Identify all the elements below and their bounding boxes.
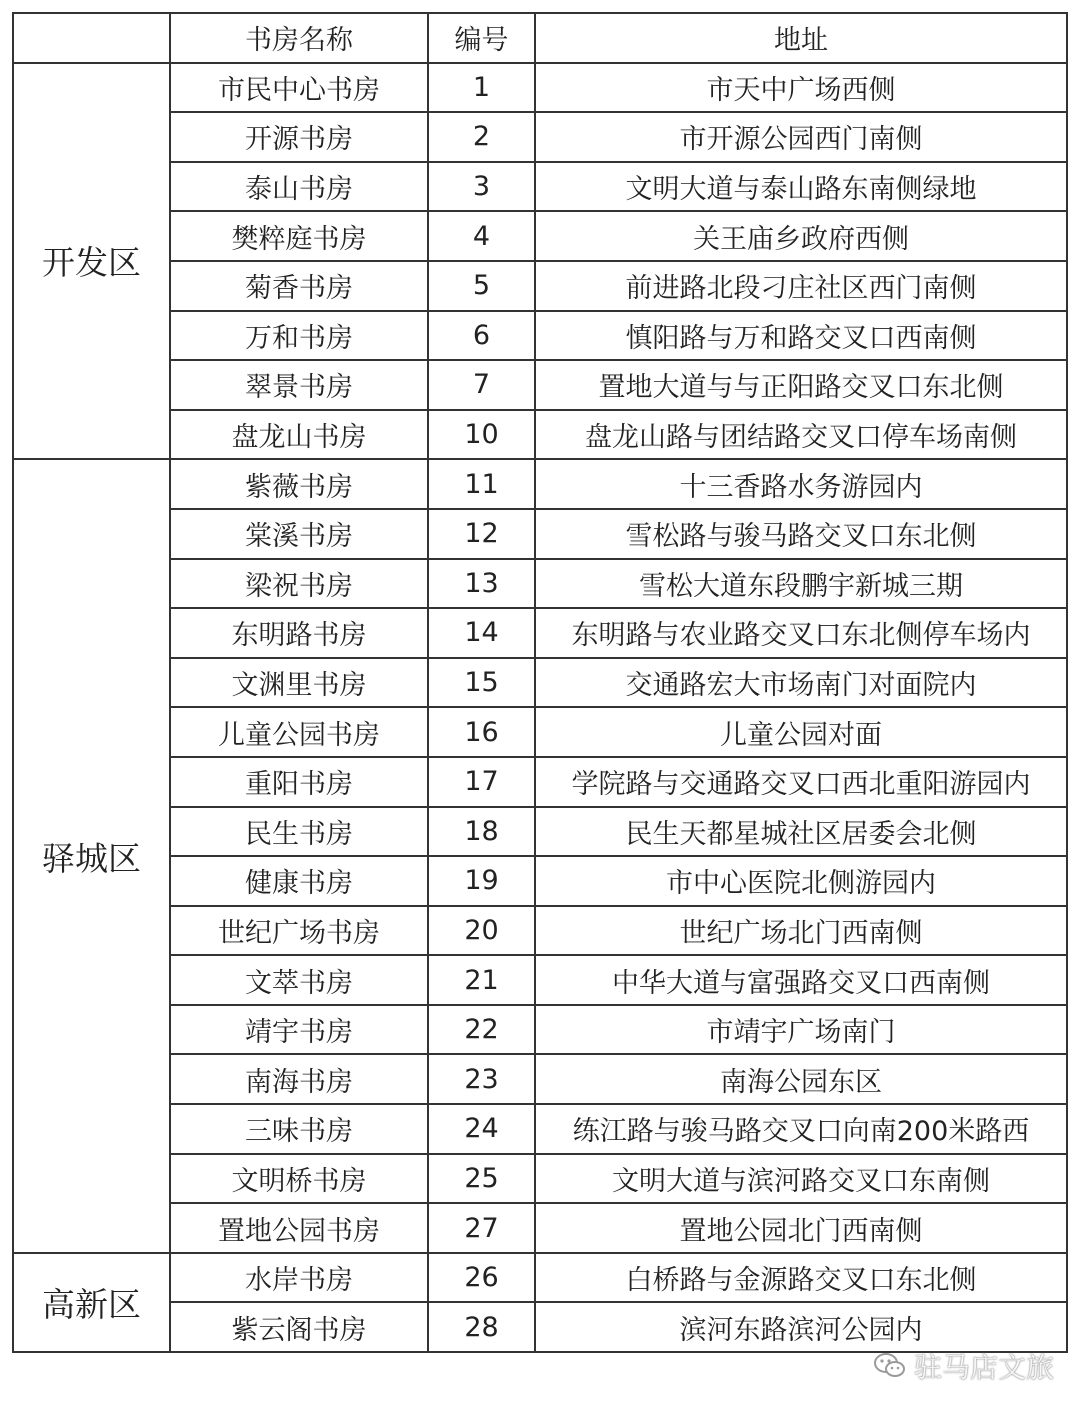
table-row: [13, 559, 1067, 609]
number-cell: 11: [428, 459, 535, 509]
number-cell: 23: [428, 1054, 535, 1104]
table-row: [13, 955, 1067, 1005]
name-cell: 樊粹庭书房: [170, 211, 428, 261]
address-cell: 民生天都星城社区居委会北侧: [535, 807, 1067, 857]
address-cell: 文明大道与泰山路东南侧绿地: [535, 162, 1067, 212]
table-row: [13, 856, 1067, 906]
name-cell: 世纪广场书房: [170, 906, 428, 956]
address-cell: 儿童公园对面: [535, 707, 1067, 757]
name-cell: 棠溪书房: [170, 509, 428, 559]
name-cell: 盘龙山书房: [170, 410, 428, 460]
address-cell: 文明大道与滨河路交叉口东南侧: [535, 1154, 1067, 1204]
name-cell: 三味书房: [170, 1104, 428, 1154]
name-cell: 置地公园书房: [170, 1203, 428, 1253]
address-cell: 雪松大道东段鹏宇新城三期: [535, 559, 1067, 609]
header-row: [13, 13, 1067, 63]
name-cell: 泰山书房: [170, 162, 428, 212]
wechat-icon: [872, 1348, 908, 1384]
table-row: [13, 1154, 1067, 1204]
bookstore-table: [12, 12, 1068, 1353]
name-cell: 重阳书房: [170, 757, 428, 807]
number-cell: 21: [428, 955, 535, 1005]
address-cell: 交通路宏大市场南门对面院内: [535, 658, 1067, 708]
number-cell: 18: [428, 807, 535, 857]
watermark-text: 驻马店文旅: [914, 1351, 1055, 1384]
table-row: [13, 1054, 1067, 1104]
number-cell: 6: [428, 311, 535, 361]
table-row: [13, 1302, 1067, 1352]
name-cell: 水岸书房: [170, 1253, 428, 1303]
table-row: [13, 906, 1067, 956]
name-cell: 菊香书房: [170, 261, 428, 311]
address-cell: 中华大道与富强路交叉口西南侧: [535, 955, 1067, 1005]
name-cell: 文渊里书房: [170, 658, 428, 708]
name-cell: 开源书房: [170, 112, 428, 162]
name-cell: 文萃书房: [170, 955, 428, 1005]
address-cell: 置地大道与与正阳路交叉口东北侧: [535, 360, 1067, 410]
name-cell: 紫云阁书房: [170, 1302, 428, 1352]
address-cell: 市天中广场西侧: [535, 63, 1067, 113]
name-cell: 民生书房: [170, 807, 428, 857]
number-cell: 4: [428, 211, 535, 261]
address-cell: 滨河东路滨河公园内: [535, 1302, 1067, 1352]
address-cell: 世纪广场北门西南侧: [535, 906, 1067, 956]
table-row: [13, 1104, 1067, 1154]
number-cell: 5: [428, 261, 535, 311]
header-name: 书房名称: [170, 13, 428, 63]
address-cell: 东明路与农业路交叉口东北侧停车场内: [535, 608, 1067, 658]
table-row: [13, 1253, 1067, 1303]
number-cell: 17: [428, 757, 535, 807]
number-cell: 24: [428, 1104, 535, 1154]
district-cell: 驿城区: [13, 459, 170, 1253]
header-district: [13, 13, 170, 63]
address-cell: 学院路与交通路交叉口西北重阳游园内: [535, 757, 1067, 807]
table-row: [13, 1203, 1067, 1253]
number-cell: 27: [428, 1203, 535, 1253]
number-cell: 16: [428, 707, 535, 757]
address-cell: 关王庙乡政府西侧: [535, 211, 1067, 261]
number-cell: 22: [428, 1005, 535, 1055]
name-cell: 南海书房: [170, 1054, 428, 1104]
name-cell: 翠景书房: [170, 360, 428, 410]
number-cell: 7: [428, 360, 535, 410]
number-cell: 15: [428, 658, 535, 708]
name-cell: 靖宇书房: [170, 1005, 428, 1055]
name-cell: 万和书房: [170, 311, 428, 361]
number-cell: 3: [428, 162, 535, 212]
address-cell: 练江路与骏马路交叉口向南200米路西: [535, 1104, 1067, 1154]
table-row: [13, 1005, 1067, 1055]
name-cell: 文明桥书房: [170, 1154, 428, 1204]
table-row: [13, 410, 1067, 460]
address-cell: 盘龙山路与团结路交叉口停车场南侧: [535, 410, 1067, 460]
watermark: [872, 1346, 1054, 1386]
address-cell: 市开源公园西门南侧: [535, 112, 1067, 162]
table-row: [13, 162, 1067, 212]
number-cell: 12: [428, 509, 535, 559]
name-cell: 儿童公园书房: [170, 707, 428, 757]
table-row: [13, 707, 1067, 757]
table-row: [13, 807, 1067, 857]
name-cell: 梁祝书房: [170, 559, 428, 609]
number-cell: 2: [428, 112, 535, 162]
name-cell: 市民中心书房: [170, 63, 428, 113]
address-cell: 慎阳路与万和路交叉口西南侧: [535, 311, 1067, 361]
name-cell: 健康书房: [170, 856, 428, 906]
address-cell: 置地公园北门西南侧: [535, 1203, 1067, 1253]
address-cell: 市靖宇广场南门: [535, 1005, 1067, 1055]
district-cell: 开发区: [13, 63, 170, 460]
number-cell: 25: [428, 1154, 535, 1204]
number-cell: 13: [428, 559, 535, 609]
table-row: [13, 211, 1067, 261]
table-row: [13, 658, 1067, 708]
number-cell: 19: [428, 856, 535, 906]
address-cell: 十三香路水务游园内: [535, 459, 1067, 509]
district-cell: 高新区: [13, 1253, 170, 1352]
table-row: [13, 63, 1067, 113]
address-cell: 南海公园东区: [535, 1054, 1067, 1104]
number-cell: 10: [428, 410, 535, 460]
table-body: [13, 13, 1067, 1352]
table-row: [13, 311, 1067, 361]
table-row: [13, 261, 1067, 311]
number-cell: 28: [428, 1302, 535, 1352]
address-cell: 前进路北段刁庄社区西门南侧: [535, 261, 1067, 311]
table-row: [13, 459, 1067, 509]
number-cell: 26: [428, 1253, 535, 1303]
header-number: 编号: [428, 13, 535, 63]
number-cell: 1: [428, 63, 535, 113]
name-cell: 东明路书房: [170, 608, 428, 658]
table-row: [13, 360, 1067, 410]
table-row: [13, 112, 1067, 162]
table-row: [13, 757, 1067, 807]
address-cell: 市中心医院北侧游园内: [535, 856, 1067, 906]
address-cell: 白桥路与金源路交叉口东北侧: [535, 1253, 1067, 1303]
address-cell: 雪松路与骏马路交叉口东北侧: [535, 509, 1067, 559]
table-row: [13, 608, 1067, 658]
number-cell: 20: [428, 906, 535, 956]
name-cell: 紫薇书房: [170, 459, 428, 509]
header-address: 地址: [535, 13, 1067, 63]
table-row: [13, 509, 1067, 559]
number-cell: 14: [428, 608, 535, 658]
